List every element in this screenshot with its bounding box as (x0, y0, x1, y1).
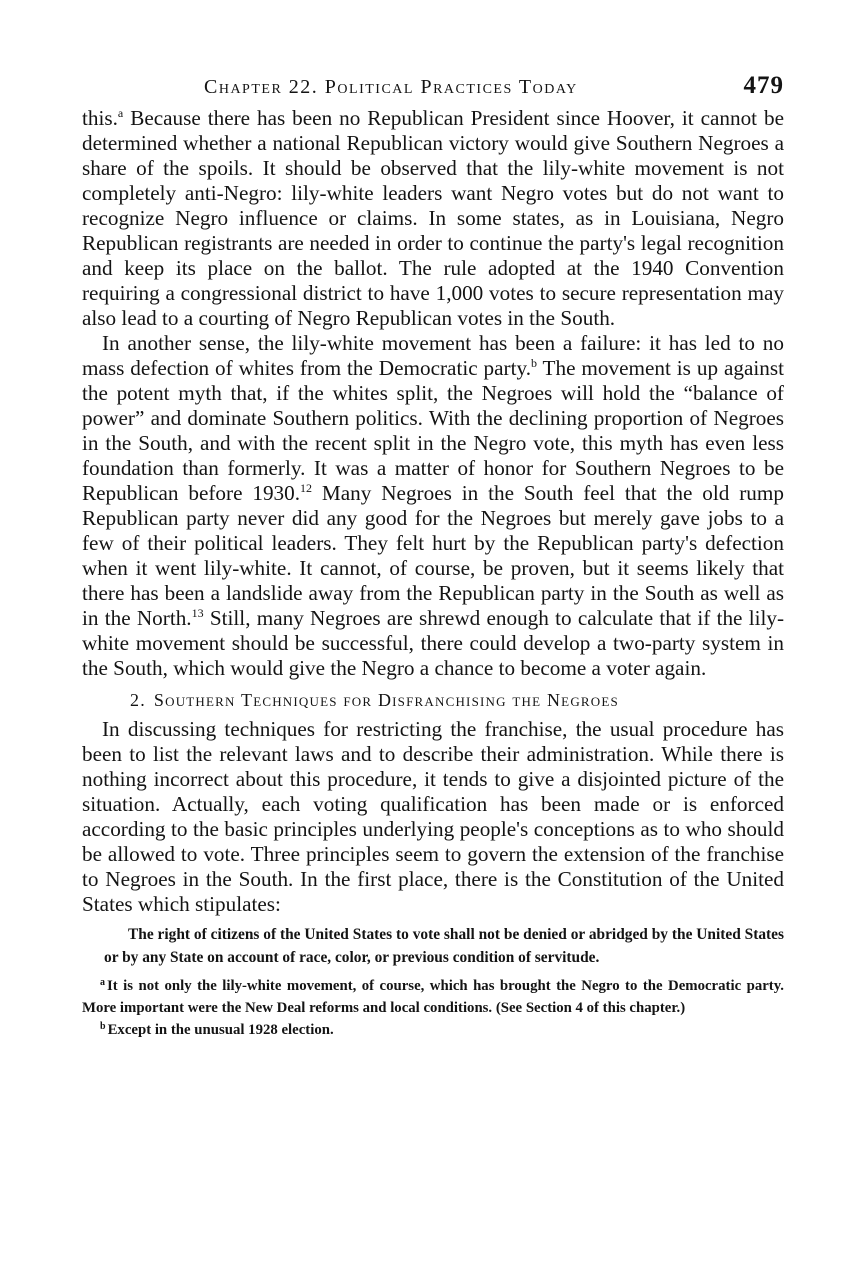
endnote-ref-12: 12 (300, 481, 313, 495)
paragraph-lily-white-failure (82, 331, 784, 681)
footnote-mark: b (100, 1021, 106, 1032)
footnote-text: It is not only the lily-white movement, of course, which has brought the Negro to the Democratic party. More important were the New Deal reforms and local conditions. (See Section 4 of this chapter.) (82, 978, 784, 1016)
paragraph-text: Still, many Negroes are shrewd enough to calculate that if the lily-white movement should be successful, there could develop a two-party system in the South, which would give the Negro a chance to become a voter again. (82, 606, 785, 680)
page-number: 479 (743, 72, 784, 99)
paragraph-text: this. (82, 106, 118, 130)
endnote-ref-13: 13 (191, 606, 204, 620)
paragraph-text: Many Negroes in the South feel that the old rump Republican party never did any good for the Negroes but merely gave jobs to a few of their political leaders. They felt hurt by the Republican party's defection when it went lily-white. It cannot, of course, be proven, but it seems likely that there has been a landslide away from the Republican party in the South as well as in the North. (82, 481, 784, 630)
paragraph-text: Because there has been no Republican President since Hoover, it cannot be determined whether a national Republican victory would give Southern Negroes a share of the spoils. It should be observed that the lily-white movement is not completely anti-Negro: lily-white leaders want Negro votes but do not want to recognize Negro influence or claims. In some states, as in Louisiana, Negro Republican registrants are needed in order to continue the party's legal recognition and keep its place on the ballot. The rule adopted at the 1940 Convention requiring a congressional district to have 1,000 votes to secure representation may also lead to a courting of Negro Republican votes in the South. (82, 106, 784, 330)
paragraph-text: In another sense, the lily-white movement has been a failure: it has led to no mass defection of whites from the Democratic party. (82, 331, 784, 380)
book-page (82, 72, 784, 1041)
footnote-b (82, 1019, 784, 1041)
section-heading (130, 687, 784, 713)
running-head (82, 72, 784, 106)
footnotes (82, 975, 784, 1041)
footnote-text: Except in the unusual 1928 election. (107, 1022, 334, 1038)
paragraph-text: The movement is up against the potent myth that, if the whites split, the Negroes will hold the “balance of power” and dominate Southern politics. With the declining proportion of Negroes in the South, and with the recent split in the Negro vote, this myth has even less foundation than formerly. It was a matter of honor for Southern Negroes to be Republican before 1930. (82, 356, 784, 505)
footnote-ref-b: b (531, 356, 538, 370)
footnote-mark: a (100, 977, 105, 988)
paragraph-continuation (82, 106, 784, 331)
section-title: Southern Techniques for Disfranchising the Negroes (153, 690, 619, 710)
section-number: 2. (130, 690, 146, 710)
chapter-title: Chapter 22. Political Practices Today (204, 76, 578, 98)
footnote-ref-a: a (117, 106, 124, 120)
footnote-a (82, 975, 784, 1019)
paragraph-techniques: In discussing techniques for restricting the franchise, the usual procedure has been to list the relevant laws and to describe their administration. While there is nothing incorrect about this procedure, it tends to give a disjointed picture of the situation. Actually, each voting qualification has been made or is enforced according to the basic principles underlying people's conceptions as to who should be allowed to vote. Three principles seem to govern the extension of the franchise to Negroes in the South. In the first place, there is the Constitution of the United States which stipulates: (82, 717, 784, 916)
block-quote-constitution: The right of citizens of the United States to vote shall not be denied or abridged by the United States or by any State on account of race, color, or previous condition of servitude. (104, 926, 784, 966)
